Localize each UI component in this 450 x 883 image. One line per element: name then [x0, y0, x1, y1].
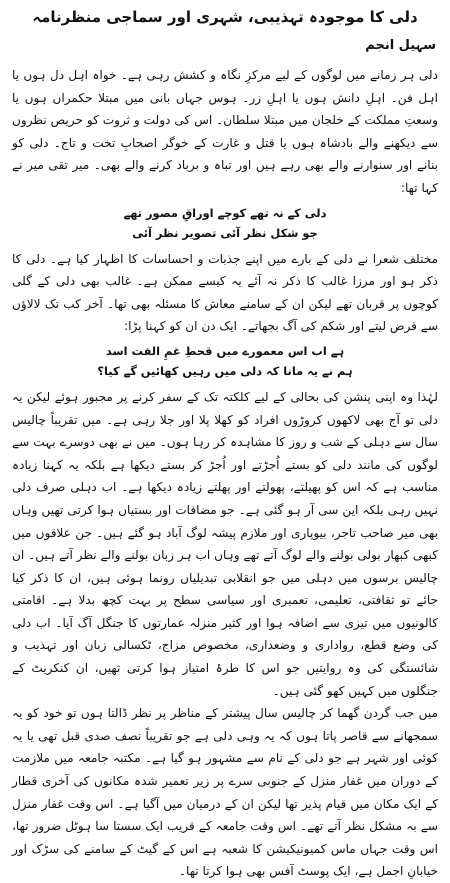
verse-ghalib: [12, 341, 438, 381]
paragraph-poets: مختلف شعرا نے دلی کے بارے میں اپنے جذبات و احساسات کا اظہار کیا ہے۔ دلی کا ذکر ہو اور مرزا غالب کا ذکر نہ آئے یہ کیسے ممکن ہے۔ غالب بھی دلی کے گلی کوچوں پر قربان تھے لیکن ان کے سامنے معاش کا مسئلہ بھی تھا۔ آخر کب تک لالاؤں سے قرض لیتے اور شکم کی آگ بجھاتے۔ ایک دن ان کو کہنا پڑا:: [12, 251, 438, 334]
verse-line: ہم نے یہ مانا کہ دلی میں رہیں کھائیں گے کیا؟: [97, 363, 353, 378]
verse-line: دلی کے نہ تھے کوچے اوراقِ مصور تھے: [123, 205, 327, 220]
paragraph-observation: لہٰذا وہ اپنی پنشن کی بحالی کے لیے کلکتہ تک کے سفر کرنے پر مجبور ہوئے لیکن یہ دلی تو آج بھی لاکھوں کروڑوں افراد کو کھلا پلا اور جلا رہی ہے۔ میں تقریباً چالیس سال سے دہلی کے شب و روز کا مشاہدہ کر رہا ہوں۔ میں نے بھی دوسرے بہت سے لوگوں کی مانند دلی کو بستے اُجڑتے اور اُجڑ کر بستے دیکھا ہے بلکہ یہ کہنا زیادہ مناسب ہے کہ اس کو پھیلتے، پھولتے اور پھلتے زیادہ دیکھا ہے۔ اب دہلی صرف دلی نہیں رہی بلکہ این سی آر ہو گئی ہے۔ جو مضافات اور بستیاں ہوا کرتی تھیں وہاں بھی میر صاحب تاجر، بیوپاری اور ملازم پیشہ لوگ آباد ہو گئے ہیں۔ جن علاقوں میں کبھی کبھار بولی بولنے والے لوگ آتے تھے وہاں اب ہر زبان بولنے والے نظر آتے ہیں۔ ان چالیس برسوں میں دہلی میں جو انقلابی تبدیلیاں رونما ہوئی ہیں، ان کا ذکر کیا جائے تو ثقافتی، تعلیمی، تعمیری اور سیاسی سطح پر بہت کچھ بدلا ہے۔ اقامتی کالونیوں میں تیزی سے اضافہ ہوا اور کثیر منزلہ عمارتوں کا جنگل آگ آیا۔ اب دلی کی وضع قطع، رواداری و وضعداری، مخصوص مزاج، ٹکسالی زبان اور تہذیب و شائستگی کی وہ روایتیں جو اس کا طرۂ امتیاز ہوا کرتی تھیں، ان کنکریٹ کے جنگلوں میں کہیں کھو گئی ہیں۔: [12, 389, 438, 698]
verse-line: جو شکل نظر آئی تصویر نظر آئی: [132, 225, 318, 240]
article-title: دلی کا موجودہ تہذیبی، شہری اور سماجی منظرنامہ: [32, 8, 418, 26]
paragraph-memories: میں جب گردن گھما کر چالیس سال پیشتر کے مناظر پر نظر ڈالتا ہوں تو خود کو یہ سمجھانے سے قاصر پاتا ہوں کہ یہ وہی دلی ہے جو تقریباً نصف صدی قبل تھی یا یہ کوئی اور شہر ہے جو دلی کے نام سے مشہور ہو گیا ہے۔ مکتبہ جامعہ میں ملازمت کے دوران میں غفار منزل کے جنوبی سرے پر زیر تعمیر شدہ مکانوں کی آخری قطار کے ایک مکان میں قیام پذیر تھا لیکن ان کے درمیان میں آگیا ہے۔ اس وقت غفار منزل سے بہ مشکل نظر آتے تھے۔ اس وقت جامعہ کے قریب ایک سستا سا ہوٹل ضرور تھا، اس وقت جہاں ماس کمیونیکیشن کا شعبہ ہے اس کے گیٹ کے سامنے کی سڑک اور خیابانِ اجمل ہے، ایک پوسٹ آفس بھی ہوا کرتا تھا۔: [12, 706, 438, 879]
verse-mir: [12, 203, 438, 243]
author-name: سہیل انجم: [365, 38, 436, 53]
paragraph-intro: دلی ہر زمانے میں لوگوں کے لیے مرکزِ نگاہ و کشش رہی ہے۔ خواہ اہل دل ہوں یا اہل فن۔ اہلِ دانش ہوں یا اہلِ زر۔ ہوس جہاں بانی میں مبتلا حکمراں ہوں یا وسعتِ مملکت کے خلجان میں مبتلا سلطان۔ اس کی دولت و ثروت کو حریص نظروں سے دیکھنے والے بادشاہ ہوں یا قتل و غارت کے خوگر اصحابِ تخت و تاج۔ دلی کو بنانے اور سنوارنے والے بھی رہے ہیں اور تباہ و برباد کرنے والے بھی۔ میر تقی میر نے کہا تھا:: [12, 68, 438, 195]
verse-line: ہے اب اس معمورے میں قحطِ غمِ الفت اسد: [105, 343, 345, 358]
